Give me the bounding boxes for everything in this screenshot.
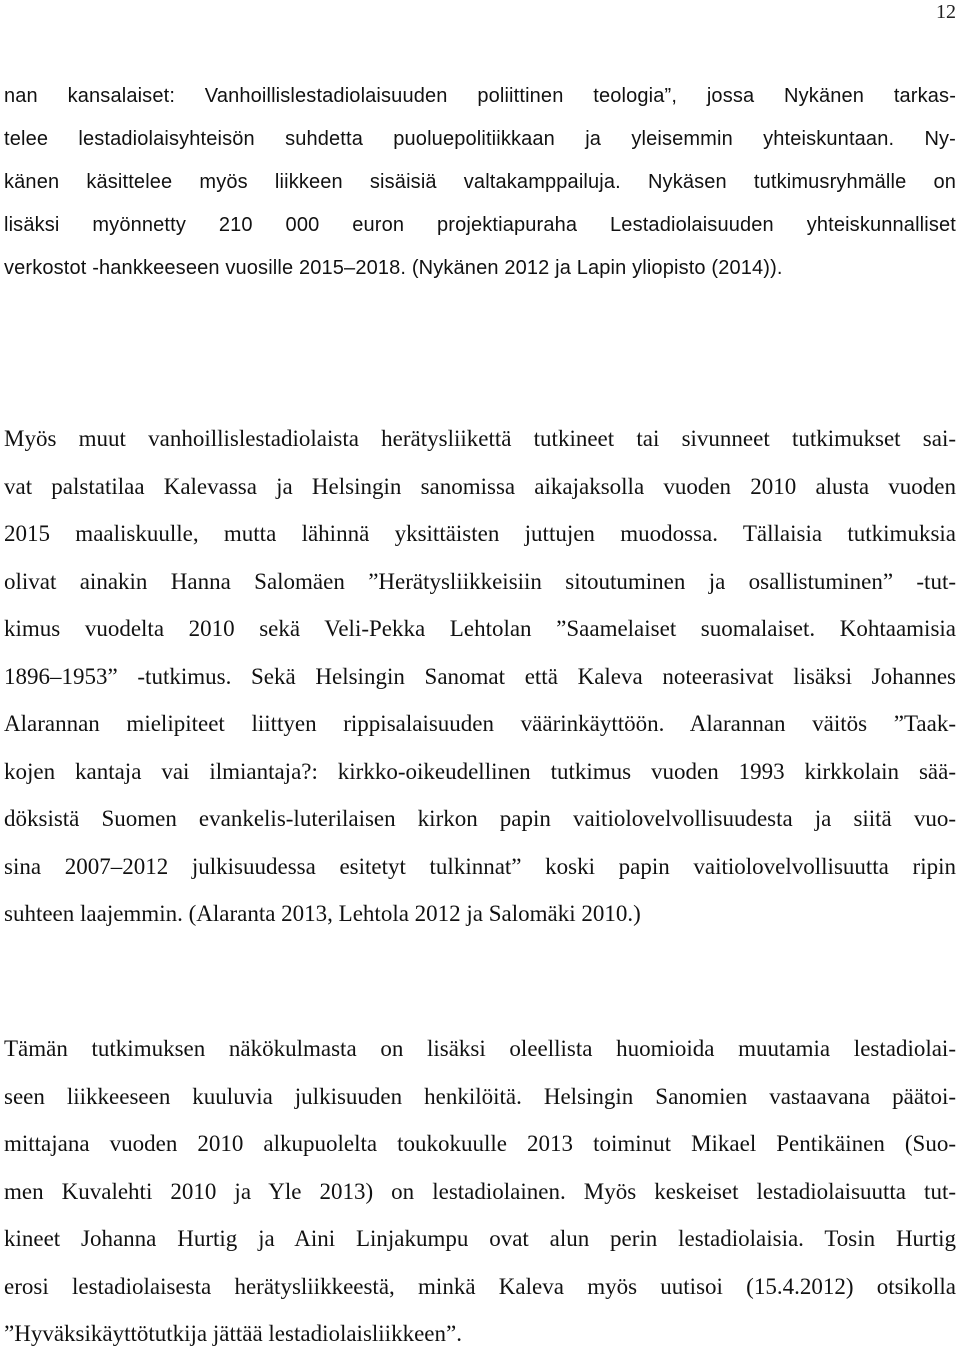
paragraph-line: erosi lestadiolaisesta herätysliikkeestä, minkä Kaleva myös uutisoi (15.4.2012) otsikolla [4,1273,956,1299]
page-number: 12 [936,1,956,23]
paragraph-line: kimus vuodelta 2010 sekä Veli-Pekka Lehtolan ”Saamelaiset suomalaiset. Kohtaamisia [4,616,956,641]
paragraph-line: Myös muut vanhoillislestadiolaista herätysliikettä tutkineet tai sivunneet tutkimukset sai- [4,426,956,451]
paragraph-line: olivat ainakin Hanna Salomäen ”Herätysliikkeisiin sitoutuminen ja osallistuminen” -tut- [4,568,956,594]
paragraph-line: nan kansalaiset: Vanhoillislestadiolaisuuden poliittinen teologia”, jossa Nykänen tarkas- [4,85,956,107]
paragraph-line: Alarannan mielipiteet liittyen rippisalaisuuden väärinkäyttöön. Alarannan väitös ”Taak- [4,711,956,736]
paragraph-line: vat palstatilaa Kalevassa ja Helsingin sanomissa aikajaksolla vuoden 2010 alusta vuoden [4,473,956,499]
paragraph-line: döksistä Suomen evankelis-luterilaisen kirkon papin vaitiolovelvollisuudesta ja siitä vuo- [4,806,956,831]
paragraph-line: suhteen laajemmin. (Alaranta 2013, Lehtola 2012 ja Salomäki 2010.) [4,901,641,926]
paragraph-line: 2015 maaliskuulle, mutta lähinnä yksittäisten juttujen muodossa. Tällaisia tutkimuksia [4,521,956,546]
paragraph-line: telee lestadiolaisyhteisön suhdetta puoluepolitiikkaan ja yleisemmin yhteiskuntaan. Ny- [4,128,956,150]
paragraph-3 [4,1025,956,1358]
paragraph-line: sina 2007–2012 julkisuudessa esitetyt tulkinnat” koski papin vaitiolovelvollisuutta ripin [4,853,956,879]
paragraph-line: Tämän tutkimuksen näkökulmasta on lisäksi oleellista huomioida muutamia lestadiolai- [4,1036,956,1061]
paragraph-line: kojen kantaja vai ilmiantaja?: kirkko-oikeudellinen tutkimus vuoden 1993 kirkkolain sää- [4,758,956,784]
paragraph-line: ”Hyväksikäyttötutkija jättää lestadiolaisliikkeen”. [4,1321,462,1346]
paragraph-line: 1896–1953” -tutkimus. Sekä Helsingin Sanomat että Kaleva noteerasivat lisäksi Johannes [4,663,956,689]
paragraph-line: lisäksi myönnetty 210 000 euron projektiapuraha Lestadiolaisuuden yhteiskunnalliset [4,214,956,236]
paragraph-1 [4,75,956,290]
paragraph-line: mittajana vuoden 2010 alkupuolelta toukokuulle 2013 toiminut Mikael Pentikäinen (Suo- [4,1131,956,1156]
paragraph-line: men Kuvalehti 2010 ja Yle 2013) on lestadiolainen. Myös keskeiset lestadiolaisuutta tut- [4,1178,956,1204]
paragraph-line: kineet Johanna Hurtig ja Aini Linjakumpu ovat alun perin lestadiolaisia. Tosin Hurtig [4,1226,956,1251]
paragraph-line: verkostot -hankkeeseen vuosille 2015–2018. (Nykänen 2012 ja Lapin yliopisto (2014)). [4,257,783,279]
paragraph-line: seen liikkeeseen kuuluvia julkisuuden henkilöitä. Helsingin Sanomien vastaavana päätoi- [4,1083,956,1109]
paragraph-line: känen käsittelee myös liikkeen sisäisiä valtakamppailuja. Nykäsen tutkimusryhmälle on [4,171,956,193]
paragraph-2 [4,415,956,938]
